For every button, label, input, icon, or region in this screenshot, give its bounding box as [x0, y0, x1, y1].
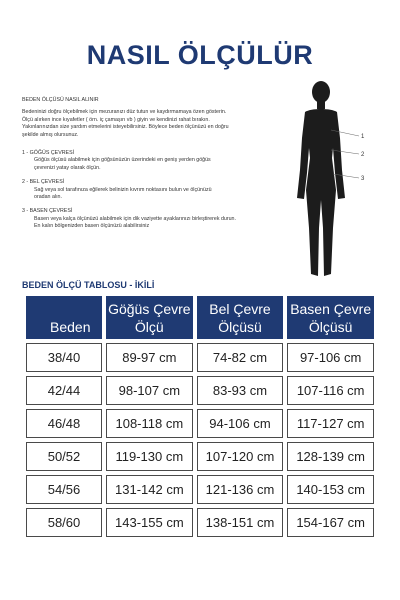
cell-gogus: 98-107 cm — [106, 376, 193, 405]
cell-beden: 50/52 — [26, 442, 102, 471]
section-line: Sağ veya sol tarafınıza eğilerek belinizin kıvrım noktasını bulun ve ölçünüzü — [34, 186, 212, 193]
section-line: Basen veya kalça ölçünüzü alabilmek için dik vaziyette ayaklarınızı birleştirerek durun. — [34, 215, 236, 222]
cell-beden: 42/44 — [26, 376, 102, 405]
cell-gogus: 89-97 cm — [106, 343, 193, 372]
cell-basen: 140-153 cm — [287, 475, 374, 504]
section-title: 3 - BASEN ÇEVRESİ — [22, 208, 73, 215]
page-title: NASIL ÖLÇÜLÜR — [86, 40, 314, 70]
cell-basen: 128-139 cm — [287, 442, 374, 471]
header-beden: Beden — [26, 296, 102, 339]
table-row — [26, 475, 374, 504]
cell-gogus: 108-118 cm — [106, 409, 193, 438]
cell-bel: 107-120 cm — [197, 442, 284, 471]
body-silhouette-figure — [283, 78, 373, 283]
table-title: BEDEN ÖLÇÜ TABLOSU - İKİLİ — [22, 280, 155, 290]
header-line: Ölçüsü — [218, 318, 262, 335]
section-line: oradan alın. — [34, 194, 62, 201]
marker-2: 2 — [361, 152, 365, 158]
cell-beden: 46/48 — [26, 409, 102, 438]
size-table — [22, 292, 378, 541]
cell-bel: 74-82 cm — [197, 343, 284, 372]
cell-bel: 94-106 cm — [197, 409, 284, 438]
cell-bel: 138-151 cm — [197, 508, 284, 537]
cell-beden: 54/56 — [26, 475, 102, 504]
table-header-row — [26, 296, 374, 339]
section-line: çevrenizi yatay olarak ölçün. — [34, 164, 101, 171]
header-line: Göğüs Çevre — [108, 300, 191, 317]
table-row — [26, 508, 374, 537]
cell-basen: 107-116 cm — [287, 376, 374, 405]
header-line: Ölçüsü — [308, 318, 353, 335]
intro-line: şekilde almış olursunuz. — [22, 131, 79, 138]
cell-beden: 38/40 — [26, 343, 102, 372]
cell-gogus: 143-155 cm — [106, 508, 193, 537]
table-row — [26, 343, 374, 372]
silhouette-icon — [297, 81, 345, 276]
header-line: Bel Çevre — [209, 300, 271, 317]
section-hip — [22, 208, 287, 230]
section-title: 1 - GÖĞÜS ÇEVRESİ — [22, 150, 75, 157]
section-waist — [22, 179, 287, 201]
intro-text — [22, 97, 287, 238]
table-row — [26, 376, 374, 405]
table-row — [26, 442, 374, 471]
table-row — [26, 409, 374, 438]
section-title: 2 - BEL ÇEVRESİ — [22, 179, 65, 186]
cell-bel: 83-93 cm — [197, 376, 284, 405]
intro-heading: BEDEN ÖLÇÜSÜ NASIL ALINIR — [22, 97, 99, 103]
cell-gogus: 119-130 cm — [106, 442, 193, 471]
cell-basen: 117-127 cm — [287, 409, 374, 438]
section-chest — [22, 150, 287, 172]
cell-basen: 97-106 cm — [287, 343, 374, 372]
header-bel — [197, 296, 284, 339]
intro-line: Ölçü alırken ince kıyafetler ( örn. iç çamaşırı vb ) giyin ve kendinizi rahat bırakın. — [22, 116, 210, 123]
intro-line: Yakınlarınızdan size yardım etmelerini isteyebilirsiniz. Böylece beden ölçünüzü en doğru — [22, 124, 229, 131]
header-line: Basen Çevre — [290, 300, 372, 317]
marker-1: 1 — [361, 134, 365, 140]
header-gogus — [106, 296, 193, 339]
header-line: Ölçü — [134, 318, 164, 335]
intro-paragraph — [22, 109, 287, 139]
section-line: Göğüs ölçüsü alabilmek için göğsünüzün üzerindeki en geniş yerden göğüs — [34, 157, 211, 164]
cell-bel: 121-136 cm — [197, 475, 284, 504]
cell-basen: 154-167 cm — [287, 508, 374, 537]
header-basen — [287, 296, 374, 339]
cell-beden: 58/60 — [26, 508, 102, 537]
intro-line: Bedeninizi doğru ölçebilmek için mezuranızı düz tutun ve kaydırmamaya özen gösterin. — [22, 109, 227, 116]
cell-gogus: 131-142 cm — [106, 475, 193, 504]
marker-3: 3 — [361, 176, 365, 182]
section-line: En kalın bölgenizden basen ölçünüzü alabilirsiniz — [34, 223, 150, 230]
